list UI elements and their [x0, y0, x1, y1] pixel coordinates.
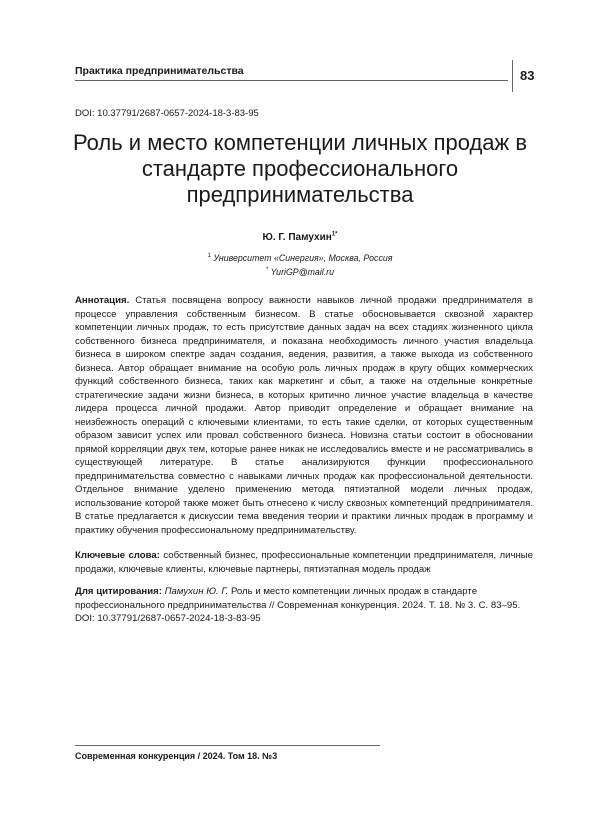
doi: DOI: 10.37791/2687-0657-2024-18-3-83-95: [75, 108, 259, 119]
affiliation: [0, 253, 600, 263]
footer-rule: [75, 745, 380, 746]
affiliation-mark: 1: [207, 253, 211, 260]
keywords: [75, 549, 533, 576]
section-title: Практика предпринимательства: [75, 65, 244, 77]
abstract-label: Аннотация.: [75, 295, 130, 306]
author-email-line: [0, 267, 600, 277]
citation-authors: Памухин Ю. Г.: [164, 586, 229, 597]
page-number-divider: [512, 60, 513, 92]
keywords-text: собственный бизнес, профессиональные компетенции предпринимателя, личные продажи, ключевые клиенты, ключевые партнеры, пятиэтапная модель продаж: [75, 550, 533, 575]
page-number: 83: [520, 68, 535, 83]
citation-text: Роль и место компетенции личных продаж в стандарте профессионального предпринимательства // Современная конкуренция. 2024. Т. 18. № 3. С. 83–95. DOI: 10.37791/2687-0657-2024-18-3-83-95: [75, 586, 521, 624]
affiliation-text: Университет «Синергия», Москва, Россия: [213, 253, 393, 263]
author-email[interactable]: YuriGP@mail.ru: [270, 267, 334, 277]
header-rule: [75, 80, 508, 81]
abstract-text: Статья посвящена вопросу важности навыков личной продажи предпринимателя в процессе управления собственным бизнесом. В статье обосновывается сквозной характер компетенции личных продаж, то есть присутствие данных задач на всех стадиях жизненного цикла собственного бизнеса предпринимателя, и показана необходимость личного участия владельца бизнеса в широком спектре задач создания, ведения, развития, а также выхода из собственного бизнеса. Автор обращает внимание на особую роль личных продаж в кругу общих коммерческих функций собственного бизнеса, таких как маркетинг и сбыт, а также на отдельные конкретные стратегические задачи жизни бизнеса, в которых критично личное участие владельца в качестве лидера процесса личной продажи. Автор приводит определение и обращает внимание на неизбежность операций с ключевыми клиентами, то есть такие сделки, от которых существенным образом зависит успех или провал собственного бизнеса. Новизна статьи состоит в обосновании прямой корреляции двух тем, которые ранее никак не исследовались вместе и не рассматривались в существующей литературе. В статье анализируются функции профессионального предпринимательства совместно с навыками личных продаж как профессиональной деятельности. Отдельное внимание уделено применению метода пятиэтапной модели личных продаж, использование которой также может быть отнесено к числу сквозных компетенций предпринимателя. В статье предлагается к дискуссии тема введения теории и практики личных продаж в программу и практику обучения профессиональному предпринимательству.: [75, 295, 533, 536]
author-name: Ю. Г. Памухин: [262, 232, 332, 243]
article-title: Роль и место компетенции личных продаж в стандарте профессионального предпринимательства: [72, 130, 528, 207]
citation: [75, 585, 533, 626]
keywords-label: Ключевые слова:: [75, 550, 160, 561]
abstract: [75, 294, 533, 537]
author-line: [0, 232, 600, 243]
email-mark: *: [266, 267, 269, 274]
citation-label: Для цитирования:: [75, 586, 162, 597]
author-marks: 1*: [331, 231, 338, 238]
journal-footer: Современная конкуренция / 2024. Том 18. №3: [75, 751, 278, 761]
